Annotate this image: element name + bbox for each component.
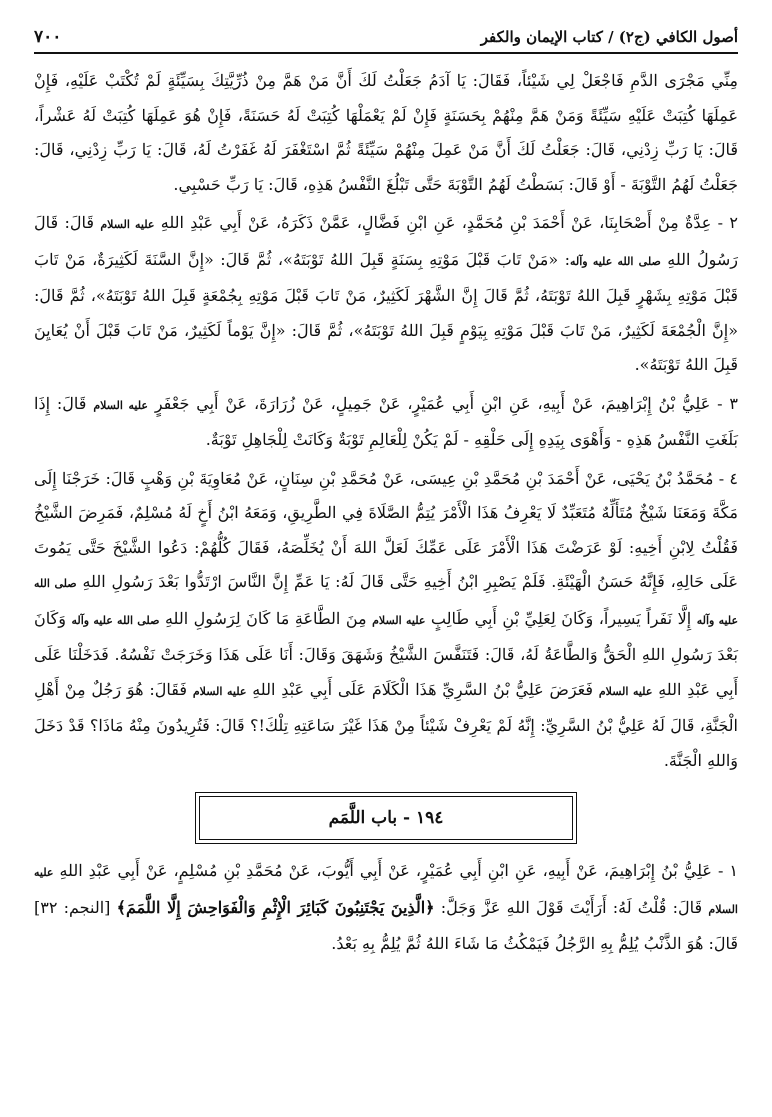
blessing-mark: صلى الله عليه وآله (71, 613, 160, 627)
text-segment: ١ - عَلِيُّ بْنُ إِبْرَاهِيمَ، عَنْ أَبِيهِ، عَنِ ابْنِ أَبِي عُمَيْرٍ، عَنْ أَبِي أَيُّوبَ، عَنْ مُحَمَّدِ بْنِ مُسْلِمٍ، عَنْ أَبِي عَبْدِ اللهِ (53, 861, 738, 880)
paragraph (34, 387, 738, 458)
text-segment: قَالَ: قَالَ رَسُولُ اللهِ (34, 213, 739, 269)
paragraph (34, 462, 738, 779)
text-segment: ٢ - عِدَّةٌ مِنْ أَصْحَابِنَا، عَنْ أَحْمَدَ بْنِ مُحَمَّدٍ، عَنِ ابْنِ فَضَّالٍ، عَمَّنْ ذَكَرَهُ، عَنْ أَبِي عَبْدِ اللهِ (154, 213, 738, 232)
text-segment: ٣ - عَلِيُّ بْنُ إِبْرَاهِيمَ، عَنْ أَبِيهِ، عَنِ ابْنِ أَبِي عُمَيْرٍ، عَنْ جَمِيلٍ، عَنْ زُرَارَةَ، عَنْ أَبِي جَعْفَرٍ (147, 393, 738, 413)
blessing-mark: عليه السلام (372, 613, 426, 627)
text-segment: قَالَ: قُلْتُ لَهُ: أَرَأَيْتَ قَوْلَ اللهِ عَزَّ وَجَلَّ: (434, 897, 709, 917)
text-segment: فَعَرَضَ عَلِيُّ بْنُ السَّرِيِّ هَذَا الْكَلَامَ عَلَى أَبِي عَبْدِ اللهِ (246, 679, 599, 699)
paragraph (34, 64, 738, 202)
chapter-hadith-list (34, 854, 738, 962)
blessing-mark: عليه السلام (192, 684, 247, 698)
blessing-mark: صلى الله عليه وآله (34, 577, 739, 627)
text-segment: وَكَانَ بَعْدَ رَسُولِ اللهِ الْحَقُّ وَالطَّاعَةُ لَهُ، قَالَ: فَتَنَفَّسَ الشَّيْخُ وَشَهَقَ وَقَالَ: أَنَا عَلَى هَذَا وَخَرَجَتْ نَفْسُهُ. فَدَخَلْنَا عَلَى أَبِي عَبْدِ اللهِ (34, 608, 739, 699)
chapter-title: ١٩٤ - باب اللَّمَم (328, 807, 444, 828)
text-segment: : «مَنْ تَابَ قَبْلَ مَوْتِهِ بِسَنَةٍ قَبِلَ اللهُ تَوْبَتَهُ»، ثُمَّ قَالَ: «إِنَّ السَّنَةَ لَكَثِيرَةٌ، مَنْ تَابَ قَبْلَ مَوْتِهِ بِشَهْرٍ قَبِلَ اللهُ تَوْبَتَهُ، ثُمَّ قَالَ إِنَّ الشَّهْرَ لَكَثِيرٌ، مَنْ تَابَ قَبْلَ مَوْتِهِ بِجُمْعَةٍ قَبِلَ اللهُ تَوْبَتَهُ»، ثُمَّ قَالَ: «إِنَّ الْجُمْعَةَ لَكَثِيرٌ، مَنْ تَابَ قَبْلَ مَوْتِهِ بِيَوْمٍ قَبِلَ اللهُ تَوْبَتَهُ»، ثُمَّ قَالَ: «إِنَّ يَوْماً لَكَثِيرٌ، مَنْ تَابَ قَبْلَ أَنْ يُعَايِنَ قَبِلَ اللهُ تَوْبَتَهُ». (34, 249, 738, 374)
text-segment: إِلَّا نَفَراً يَسِيراً، وَكَانَ لِعَلِيِّ بْنِ أَبِي طَالِبٍ (425, 608, 697, 628)
text-segment: مِنَ الطَّاعَةِ مَا كَانَ لِرَسُولِ اللهِ (159, 608, 373, 628)
blessing-mark: عليه السلام (598, 684, 653, 698)
page-body (34, 64, 738, 966)
text-segment: [النجم: ٣٢] قَالَ: هُوَ الذَّنْبُ يُلِمُّ بِهِ الرَّجُلُ فَيَمْكُثُ مَا شَاءَ اللهُ ثُمَّ يُلِمُّ بِهِ بَعْدُ. (34, 897, 738, 953)
hadith-list (34, 64, 738, 778)
quran-quote: ﴿الَّذِينَ يَجْتَنِبُونَ كَبَائِرَ الْإِثْمِ وَالْفَوَاحِشَ إِلَّا اللَّمَمَ﴾ (116, 897, 435, 917)
text-segment: مِنِّي مَجْرَى الدَّمِ فَاجْعَلْ لِي شَيْئاً، فَقَالَ: يَا آدَمُ جَعَلْتُ لَكَ أَنَّ مَنْ هَمَّ مِنْ ذُرِّيَّتِكَ بِسَيِّئَةٍ لَمْ تُكْتَبْ عَلَيْهِ، فَإِنْ عَمِلَهَا كُتِبَتْ عَلَيْهِ سَيِّئَةً وَمَنْ هَمَّ مِنْهُمْ بِحَسَنَةٍ فَإِنْ لَمْ يَعْمَلْهَا كُتِبَتْ لَهُ حَسَنَةً، فَإِنْ هُوَ عَمِلَهَا كُتِبَتْ لَهُ عَشْراً، قَالَ: يَا رَبِّ زِدْنِي، قَالَ: جَعَلْتُ لَكَ أَنَّ مَنْ عَمِلَ مِنْهُمْ سَيِّئَةً ثُمَّ اسْتَغْفَرَ لَهُ غَفَرْتُ لَهُ، قَالَ: يَا رَبِّ زِدْنِي، قَالَ: جَعَلْتُ لَهُمُ التَّوْبَةَ - أَوْ قَالَ: بَسَطْتُ لَهُمُ التَّوْبَةَ حَتَّى تَبْلُغَ النَّفْسُ هَذِهِ، قَالَ: يَا رَبِّ حَسْبِي. (34, 71, 739, 194)
text-segment: قَالَ: إِذَا بَلَغَتِ النَّفْسُ هَذِهِ - وَأَهْوَى بِيَدِهِ إِلَى حَلْقِهِ - لَمْ يَكُنْ لِلْعَالِمِ تَوْبَةٌ وَكَانَتْ لِلْجَاهِلِ تَوْبَةٌ. (34, 393, 738, 449)
blessing-mark: عليه السلام (93, 398, 148, 412)
paragraph (34, 854, 738, 962)
paragraph (34, 206, 738, 383)
text-segment: ٤ - مُحَمَّدُ بْنُ يَحْيَى، عَنْ أَحْمَدَ بْنِ مُحَمَّدِ بْنِ عِيسَى، عَنْ مُحَمَّدِ بْنِ سِنَانٍ، عَنْ مُعَاوِيَةَ بْنِ وَهْبٍ قَالَ: خَرَجْنَا إِلَى مَكَّةَ وَمَعَنَا شَيْخٌ مُتَأَلِّهٌ مُتَعَبِّدٌ لَا يَعْرِفُ هَذَا الْأَمْرَ يُتِمُّ الصَّلَاةَ فِي الطَّرِيقِ، وَمَعَهُ ابْنُ أَخٍ لَهُ مُسْلِمٌ، فَمَرِضَ الشَّيْخُ فَقُلْتُ لِابْنِ أَخِيهِ: لَوْ عَرَضْتَ هَذَا الْأَمْرَ عَلَى عَمِّكَ لَعَلَّ اللهَ أَنْ يُخَلِّصَهُ، فَقَالَ كُلُّهُمْ: دَعُوا الشَّيْخَ حَتَّى يَمُوتَ عَلَى حَالِهِ، فَإِنَّهُ حَسَنُ الْهَيْئَةِ. فَلَمْ يَصْبِرِ ابْنُ أَخِيهِ حَتَّى قَالَ لَهُ: يَا عَمِّ إِنَّ النَّاسَ ارْتَدُّوا بَعْدَ رَسُولِ اللهِ (34, 468, 738, 591)
chapter-heading (199, 796, 573, 840)
page-number: ٧٠٠ (34, 27, 62, 47)
text-segment: فَقَالَ: هُوَ رَجُلٌ مِنْ أَهْلِ الْجَنَّةِ، قَالَ لَهُ عَلِيُّ بْنُ السَّرِيِّ: إِنَّهُ لَمْ يَعْرِفْ شَيْئاً مِنْ هَذَا غَيْرَ سَاعَتِهِ تِلْكَ!؟ قَالَ: فَتُرِيدُونَ مِنْهُ مَاذَا؟ قَدْ دَخَلَ وَاللهِ الْجَنَّةَ. (34, 679, 738, 770)
running-title: أصول الكافي (ج٢) / كتاب الإيمان والكفر (480, 28, 738, 46)
blessing-mark: عليه السلام (34, 866, 738, 916)
page-header (34, 22, 738, 54)
blessing-mark: عليه السلام (100, 218, 155, 231)
blessing-mark: صلى الله عليه وآله (570, 254, 661, 268)
